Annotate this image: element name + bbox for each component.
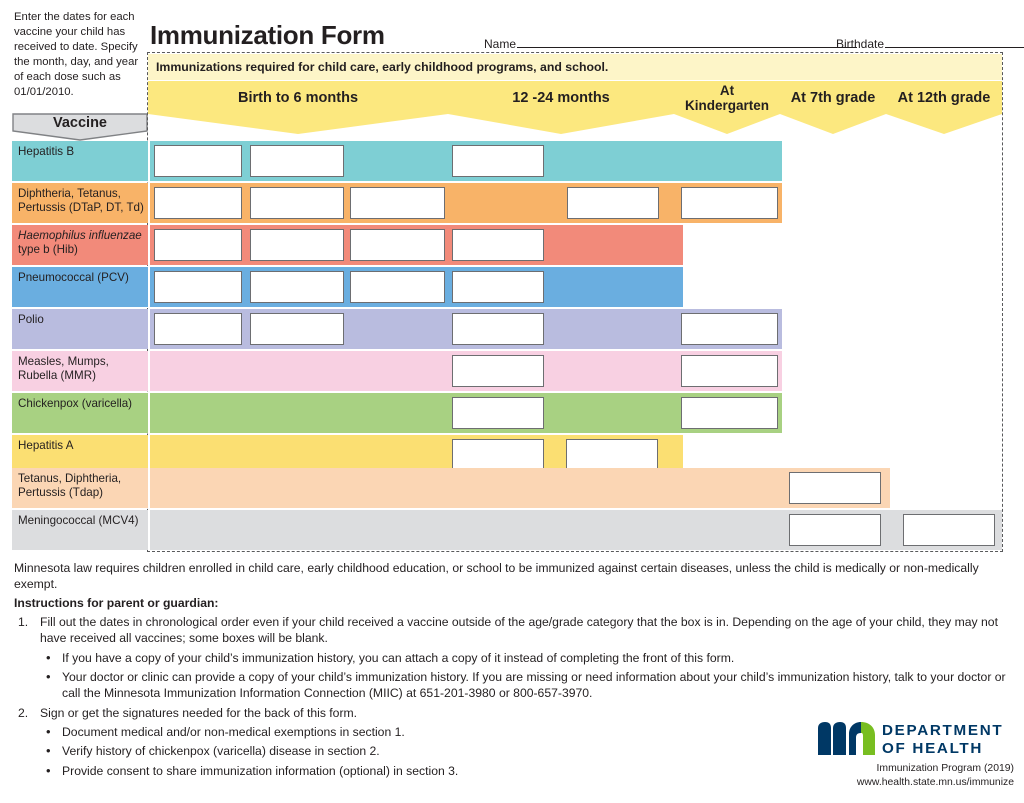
vaccine-name-cell: Measles, Mumps, Rubella (MMR) (12, 351, 148, 391)
mn-logo-mark-icon (818, 722, 876, 756)
vaccine-name-cell: Chickenpox (varicella) (12, 393, 148, 433)
date-entry-box[interactable] (452, 355, 544, 387)
date-entry-box[interactable] (250, 271, 344, 303)
age-column-header-label: At 12th grade (897, 90, 991, 106)
date-entry-box[interactable] (452, 439, 544, 471)
date-entry-box[interactable] (350, 271, 445, 303)
date-entry-box[interactable] (567, 187, 659, 219)
mn-logo-wordmark (882, 722, 1003, 758)
instruction-item-2-text: Sign or get the signatures needed for the back of this form. (40, 705, 358, 720)
date-entry-box[interactable] (250, 187, 344, 219)
date-entry-box[interactable] (350, 187, 445, 219)
name-field-label: Name (484, 37, 517, 51)
date-entry-box[interactable] (566, 439, 658, 471)
date-entry-box[interactable] (154, 313, 242, 345)
table-row (0, 141, 1024, 181)
age-column-header-label: At 7th grade (790, 90, 876, 106)
date-entry-box[interactable] (452, 271, 544, 303)
date-entry-box[interactable] (154, 187, 242, 219)
date-entry-box[interactable] (681, 355, 778, 387)
table-row (0, 510, 1024, 550)
date-entry-box[interactable] (154, 229, 242, 261)
program-line: Immunization Program (2019) (876, 763, 1014, 774)
vaccine-name-cell: Diphtheria, Tetanus, Pertussis (DTaP, DT, Td) (12, 183, 148, 223)
instruction-item-2-number: 2. (18, 705, 29, 720)
date-entry-box[interactable] (350, 229, 445, 261)
date-entry-box[interactable] (681, 187, 778, 219)
table-row (0, 225, 1024, 265)
instruction-item-1 (14, 614, 1010, 702)
minnesota-law-text: Minnesota law requires children enrolled in child care, early childhood education, or school to be immunized against certain diseases, unless the child is medically or non-medically exempt. (14, 561, 979, 592)
logo-subtext (818, 762, 1014, 789)
vaccine-name-cell: Haemophilus influenzae type b (Hib) (12, 225, 148, 265)
table-row (0, 468, 1024, 508)
table-row (0, 393, 1024, 433)
list-item: • Verify history of chickenpox (varicella) disease in section 2. (40, 743, 1010, 759)
date-entry-box[interactable] (903, 514, 995, 546)
row-color-band (150, 468, 890, 508)
date-entry-box[interactable] (452, 397, 544, 429)
date-entry-box[interactable] (154, 145, 242, 177)
date-entry-box[interactable] (452, 229, 544, 261)
mn-logo-line-2: OF HEALTH (882, 739, 984, 757)
date-entry-box[interactable] (681, 397, 778, 429)
date-entry-box[interactable] (452, 313, 544, 345)
intro-instruction-note: Enter the dates for each vaccine your child has received to date. Specify the month, day, and year of each dose such as 01/01/2010. (14, 11, 139, 98)
vaccine-name-cell: Polio (12, 309, 148, 349)
list-item: • Provide consent to share immunization information (optional) in section 3. (40, 763, 1010, 779)
date-entry-box[interactable] (681, 313, 778, 345)
vaccine-name-cell: Meningococcal (MCV4) (12, 510, 148, 550)
vaccine-name-cell: Tetanus, Diphtheria, Pertussis (Tdap) (12, 468, 148, 508)
date-entry-box[interactable] (154, 271, 242, 303)
date-entry-box[interactable] (250, 313, 344, 345)
instruction-item-1-number: 1. (18, 615, 29, 630)
list-item: • Document medical and/or non-medical exemptions in section 1. (40, 724, 1010, 740)
list-item: • Your doctor or clinic can provide a copy of your child’s immunization history. If you are missing or need information about your child’s immunization history, talk to your doctor or call the Minnesota Immunization Information Connection (MIIC) at 651-201-3980 or 800-657-3970. (40, 669, 1010, 702)
date-entry-box[interactable] (250, 145, 344, 177)
date-entry-box[interactable] (250, 229, 344, 261)
date-entry-box[interactable] (789, 472, 881, 504)
list-item: • If you have a copy of your child’s immunization history, you can attach a copy of it instead of completing the front of this form. (40, 650, 1010, 666)
instructions-heading: Instructions for parent or guardian: (14, 595, 219, 610)
page-title: Immunization Form (150, 20, 385, 50)
vaccine-name-cell: Pneumococcal (PCV) (12, 267, 148, 307)
instruction-item-1-bullets (40, 650, 1010, 702)
age-column-header-label: At Kindergarten (684, 83, 769, 113)
required-immunizations-note: Immunizations required for child care, early childhood programs, and school. (148, 54, 1002, 80)
vaccine-name-cell: Hepatitis A (12, 435, 148, 475)
table-row (0, 267, 1024, 307)
table-row (0, 309, 1024, 349)
website-url: www.health.state.mn.us/immunize (856, 776, 1014, 788)
instruction-item-1-text: Fill out the dates in chronological order even if your child received a vaccine outside of the age/grade category that the box is in. Depending on the age of your child, they may not have received all vaccines; some boxes will be blank. (40, 615, 998, 646)
birthdate-field-label: Birthdate (836, 37, 885, 51)
age-column-header-label: 12 -24 months (512, 90, 610, 106)
age-column-header-label: Birth to 6 months (237, 90, 359, 106)
vaccine-column-header-label: Vaccine (52, 115, 107, 131)
date-entry-box[interactable] (452, 145, 544, 177)
table-row (0, 183, 1024, 223)
mn-department-of-health-logo (818, 720, 1014, 792)
date-entry-box[interactable] (789, 514, 881, 546)
vaccine-name-cell: Hepatitis B (12, 141, 148, 181)
mn-logo-line-1: DEPARTMENT (882, 722, 1004, 739)
table-row (0, 351, 1024, 391)
